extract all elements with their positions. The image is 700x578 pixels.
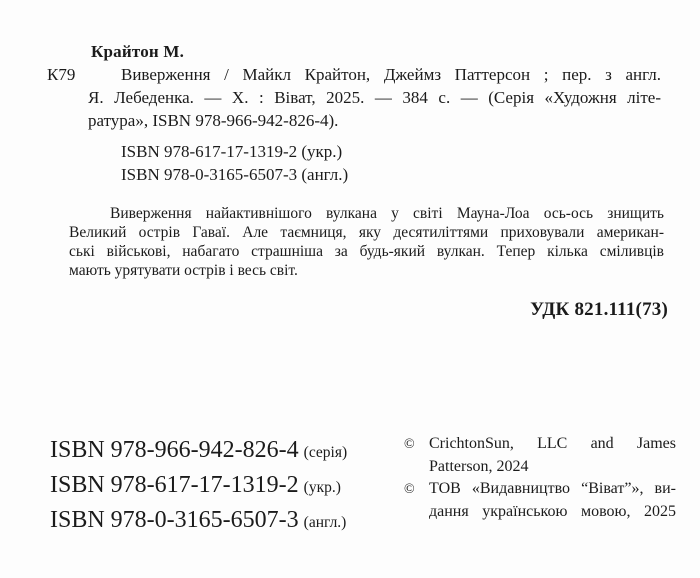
copyright-line: CrichtonSun, LLC and James <box>429 435 676 452</box>
copyright-line: дання українською мовою, 2025 <box>429 502 676 520</box>
biblio-line: ратура», ISBN 978-966-942-826-4). <box>88 111 339 130</box>
annotation-line: ські військові, набагато страшніша за будь-який вулкан. Тепер кілька сміливців <box>69 243 664 260</box>
copyright-symbol: © <box>404 482 415 497</box>
copyright-line: Patterson, 2024 <box>429 457 529 475</box>
isbn-qualifier: (англ.) <box>303 514 347 531</box>
bibliographic-description <box>88 63 661 132</box>
copyright-entry <box>404 433 676 478</box>
isbn-qualifier: (серія) <box>303 444 348 461</box>
author-heading: Крайтон М. <box>91 42 185 61</box>
biblio-line: Виверження / Майкл Крайтон, Джеймз Паттерсон ; пер. з англ. <box>121 65 661 84</box>
annotation-line: Виверження найактивнішого вулкана у світі Мауна-Лоа ось-ось знищить <box>110 205 664 222</box>
udk-number: УДК 821.111(73) <box>530 299 668 320</box>
copyright-symbol: © <box>404 437 415 452</box>
annotation-line: мають урятувати острів і весь світ. <box>69 262 298 279</box>
isbn-number: ISBN 978-966-942-826-4 <box>50 437 299 463</box>
annotation-line: Великий острів Гаваї. Але таємниця, яку десятиліттями приховували американ- <box>69 224 664 241</box>
isbn-number: ISBN 978-617-17-1319-2 <box>50 472 299 498</box>
isbn-list <box>121 140 348 186</box>
isbn-line: ISBN 978-0-3165-6507-3 (англ.) <box>121 165 349 184</box>
isbn-line <box>50 434 347 469</box>
annotation <box>69 204 664 280</box>
isbn-line: ISBN 978-617-17-1319-2 (укр.) <box>121 142 343 161</box>
copyright-block <box>404 433 676 523</box>
copyright-line: ТОВ «Видавництво “Віват”», ви- <box>429 480 676 497</box>
author-sign: К79 <box>47 65 76 84</box>
isbn-qualifier: (укр.) <box>303 479 341 496</box>
biblio-line: Я. Лебеденка. — Х. : Віват, 2025. — 384 с. — (Серія «Художня літе- <box>88 88 661 107</box>
isbn-block <box>50 434 347 539</box>
isbn-number: ISBN 978-0-3165-6507-3 <box>50 507 299 533</box>
copyright-entry <box>404 478 676 523</box>
isbn-line <box>50 504 347 539</box>
isbn-line <box>50 469 347 504</box>
